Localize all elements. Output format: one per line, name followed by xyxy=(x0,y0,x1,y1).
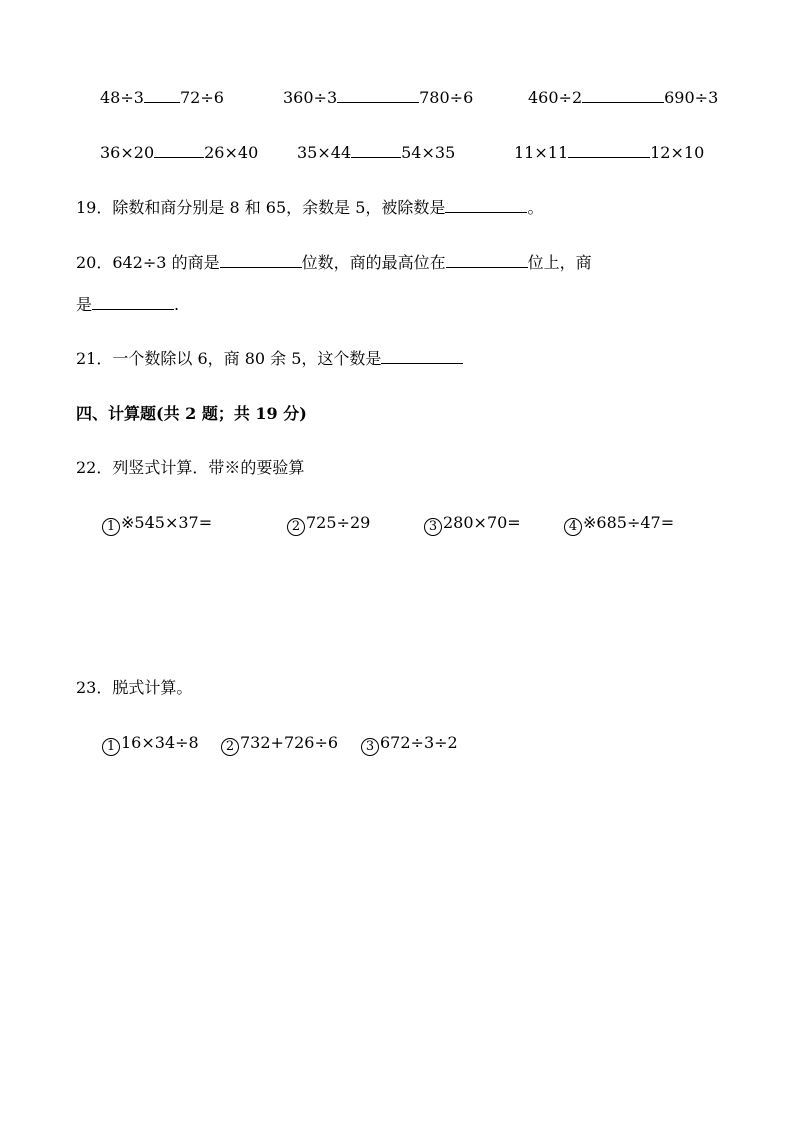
question-23-title: 23．脱式计算。 xyxy=(76,678,193,697)
comparison-left: 360÷3 xyxy=(283,88,338,107)
circled-number: 3 xyxy=(424,518,442,536)
calc-item xyxy=(361,733,458,756)
comparison-item xyxy=(514,143,704,163)
question-text: 21．一个数除以 6，商 80 余 5，这个数是 xyxy=(76,349,382,368)
answer-blank[interactable] xyxy=(381,349,463,364)
comparison-item xyxy=(297,143,455,163)
comparison-item xyxy=(528,88,718,108)
comparison-item xyxy=(100,88,224,108)
question-21 xyxy=(76,349,463,369)
comparison-item xyxy=(100,143,258,163)
answer-blank[interactable] xyxy=(568,143,650,158)
comparison-right: 12×10 xyxy=(650,143,705,162)
comparison-left: 36×20 xyxy=(100,143,155,162)
question-22-title: 22．列竖式计算．带※的要验算 xyxy=(76,458,305,477)
question-text: 位数，商的最高位在 xyxy=(301,253,446,272)
circled-number: 1 xyxy=(102,738,120,756)
calc-expression: ※545×37= xyxy=(121,513,213,532)
answer-blank[interactable] xyxy=(351,143,401,158)
calc-item xyxy=(287,513,370,536)
question-text: 位上，商 xyxy=(527,253,592,272)
comparison-right: 72÷6 xyxy=(179,88,224,107)
question-text-end: . xyxy=(174,295,180,314)
circled-number: 4 xyxy=(564,518,582,536)
circled-number: 2 xyxy=(287,518,305,536)
comparison-left: 48÷3 xyxy=(100,88,144,107)
answer-blank[interactable] xyxy=(446,253,528,268)
question-text: 是 xyxy=(76,295,93,314)
answer-blank[interactable] xyxy=(144,88,180,103)
comparison-left: 35×44 xyxy=(297,143,352,162)
answer-blank[interactable] xyxy=(220,253,302,268)
calc-item xyxy=(102,733,199,756)
circled-number: 1 xyxy=(102,518,120,536)
calc-expression: 672÷3÷2 xyxy=(380,733,458,752)
comparison-right: 54×35 xyxy=(401,143,456,162)
calc-expression: 16×34÷8 xyxy=(121,733,199,752)
answer-blank[interactable] xyxy=(582,88,664,103)
circled-number: 2 xyxy=(221,738,239,756)
question-19 xyxy=(76,198,543,218)
question-text-end: 。 xyxy=(527,198,544,217)
comparison-right: 690÷3 xyxy=(664,88,719,107)
comparison-item xyxy=(283,88,473,108)
question-text: 20．642÷3 的商是 xyxy=(76,253,220,272)
calc-item xyxy=(564,513,674,536)
question-20 xyxy=(76,253,592,273)
answer-blank[interactable] xyxy=(337,88,419,103)
answer-blank[interactable] xyxy=(445,198,527,213)
comparison-left: 11×11 xyxy=(514,143,569,162)
calc-item xyxy=(221,733,338,756)
section-heading: 四、计算题(共 2 题；共 19 分) xyxy=(76,404,307,423)
calc-expression: ※685÷47= xyxy=(583,513,675,532)
calc-item xyxy=(102,513,212,536)
circled-number: 3 xyxy=(361,738,379,756)
calc-expression: 725÷29 xyxy=(306,513,371,532)
answer-blank[interactable] xyxy=(92,295,174,310)
question-20-line2 xyxy=(76,295,179,315)
comparison-right: 780÷6 xyxy=(419,88,474,107)
calc-expression: 732+726÷6 xyxy=(240,733,339,752)
calc-item xyxy=(424,513,521,536)
comparison-right: 26×40 xyxy=(204,143,259,162)
answer-blank[interactable] xyxy=(154,143,204,158)
question-text: 19．除数和商分别是 8 和 65，余数是 5，被除数是 xyxy=(76,198,446,217)
calc-expression: 280×70= xyxy=(443,513,521,532)
comparison-left: 460÷2 xyxy=(528,88,583,107)
